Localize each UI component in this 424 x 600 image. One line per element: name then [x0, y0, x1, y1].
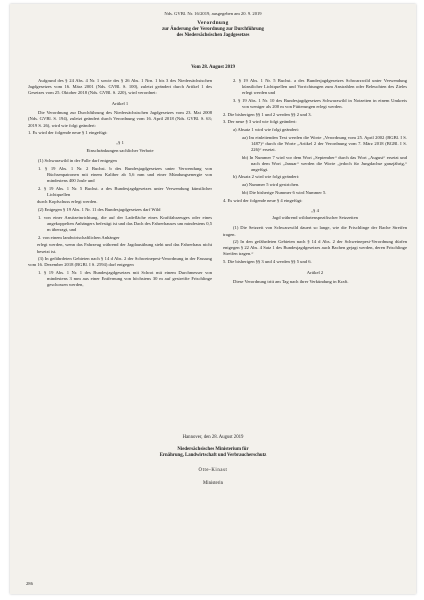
section-4-paragraph-2: (2) In den gefährdeten Gebieten nach § 14 d Abs. 2 der Schweinepest-Verordnung dürfen entgegen § 22 Abs. 4 Satz 1 des Bundesjagdgesetzes auch Bachen gejagt werden, deren Frischlinge Streifen tragen.“ — [223, 239, 407, 257]
amendment-item-3b: b) Absatz 2 wird wie folgt geändert: — [233, 174, 300, 180]
right-column — [223, 78, 407, 287]
gazette-page — [10, 4, 416, 594]
signer-name: Otte-Kinast — [198, 468, 228, 473]
section-4-heading: „§ 4 — [311, 207, 319, 213]
section-1-paragraph-1: (1) Schwarzwild in der Falle darf entgegen — [38, 158, 117, 164]
amendment-item-3b-bb: bb) Die bisherige Nummer 6 wird Nummer 5. — [242, 189, 327, 195]
regulation-date: Vom 28. August 2019 — [191, 65, 235, 70]
left-column — [28, 78, 212, 290]
regulation-title: Verordnung — [197, 20, 229, 26]
article-1-heading: Artikel 1 — [111, 101, 129, 107]
article-1-intro: Die Verordnung zur Durchführung des Niedersächsischen Jagdgesetzes vom 23. Mai 2008 (Nds. GVBl. S. 194), zuletzt geändert durch Verordnung vom 16. April 2018 (Nds. GVBl. S. 63; 2019 S. 26), wird wie folgt geändert: — [28, 110, 212, 128]
amendment-item-3a-aa: aa) Im einleitenden Text werden die Worte „Verordnung vom 25. April 2002 (BGBl. I S. 1487)“ durch die Worte „Artikel 2 der Verordnung vom 7. März 2018 (BGBl. I S. 226)“ ersetzt. — [242, 134, 407, 152]
amendment-item-3a-bb: bb) In Nummer 7 wird vor dem Wort „September“ durch das Wort „August“ ersetzt und nach dem Wort „Januar“ werden die Worte „jedoch für Jungdachse ganzjährig,“ angefügt. — [242, 154, 407, 172]
ministry-name — [10, 447, 416, 459]
preamble: Aufgrund des § 24 Abs. 4 Nr. 1 sowie des § 26 Abs. 1 Nrn. 1 bis 3 des Niedersächsischen Jagdgesetzes vom 16. März 2001 (Nds. GVBl. S. 100), zuletzt geändert durch Artikel 1 des Gesetzes vom 25. Oktober 2018 (Nds. GVBl. S. 220), wird verordnet: — [28, 78, 212, 96]
section-1-paragraph-3-item-2: 2. § 19 Abs. 1 Nr. 5 Buchst. a des Bundesjagdgesetzes Schwarzwild unter Verwendung künstlicher Lichtquellen und Vorrichtungen zum Anstrahlen oder Beleuchten des Zieles erlegt werden und — [233, 78, 407, 96]
section-1-paragraph-1-item-2: 2. § 19 Abs. 1 Nr. 5 Buchst. a des Bundesjagdgesetzes unter Verwendung künstlicher Lichtquellen — [38, 185, 212, 197]
section-1-paragraph-3-item-3: 3. § 19 Abs. 1 Nr. 10 des Bundesjagdgesetzes Schwarzwild in Notzeiten in einem Umkreis von weniger als 200 m von Fütterungen erlegt werden. — [233, 97, 407, 109]
section-1-paragraph-1-end: durch Kopfschuss erlegt werden. — [37, 199, 98, 205]
section-1-paragraph-2-item-2: 2. von einem landwirtschaftlichen Anhänger — [38, 234, 120, 240]
amendment-item-3a: a) Absatz 1 wird wie folgt geändert: — [233, 127, 300, 133]
section-1-title: Einschränkungen sachlicher Verbote — [86, 148, 154, 154]
section-1-heading: „§ 1 — [116, 140, 124, 146]
subtitle-line: des Niedersächsischen Jagdgesetzes — [176, 33, 250, 38]
amendment-item-1: 1. Es wird der folgende neue § 1 eingefügt: — [28, 130, 108, 136]
ministry-line: Niedersächsisches Ministerium für — [177, 447, 249, 452]
amendment-item-2: 2. Die bisherigen §§ 1 und 2 werden §§ 2 und 3. — [223, 111, 312, 117]
section-4-paragraph-1: (1) Die Setzzeit von Schwarzwild dauert so lange, wie die Frischlinge der Bache Streifen tragen. — [223, 225, 407, 237]
amendment-item-3: 3. Der neue § 3 wird wie folgt geändert: — [223, 119, 297, 125]
page-number: 286 — [26, 581, 33, 586]
section-1-paragraph-3: (3) In gefährdeten Gebieten nach § 14 d Abs. 2 der Schweinepest-Verordnung in der Fassung vom 16. Dezember 2018 (BGBl. I S. 2594) darf entgegen — [28, 256, 212, 268]
section-4-title: Jagd während wildartenspezifischer Setzzeiten — [272, 215, 358, 221]
amendment-item-3b-aa: aa) Nummer 5 wird gestrichen. — [242, 182, 300, 188]
regulation-subtitle — [10, 27, 416, 39]
section-1-paragraph-3-item-1: 1. § 19 Abs. 1 Nr. 1 des Bundesjagdgesetzes mit Schrot mit einem Durchmesser von mindestens 3 mm aus einer Entfernung von höchstens 30 m auf gestreifte Frischlinge geschossen werden, — [38, 269, 212, 288]
subtitle-line: zur Änderung der Verordnung zur Durchführung — [162, 27, 264, 32]
section-1-paragraph-2-end: erlegt werden, wenn das Fahrzeug während der Jagdausübung steht und das Fahrerhaus nicht besetzt ist. — [37, 242, 212, 254]
amendment-item-5: 5. Die bisherigen §§ 3 und 4 werden §§ 5 und 6. — [223, 259, 312, 265]
place-and-date: Hannover, den 28. August 2019 — [182, 435, 244, 440]
running-head: Nds. GVBl. Nr. 16/2019, ausgegeben am 20. 9. 2019 — [164, 11, 262, 16]
section-1-paragraph-2-item-1: 1. von einer Ansitzeinrichtung, die auf der Ladefläche eines Kraftfahrzeuges oder eines angekoppelten Anhängers befestigt ist und das Dach des Fahrerhauses um mindestens 0,5 m überragt, und — [38, 214, 212, 233]
signer-role: Ministerin — [203, 481, 223, 486]
section-1-paragraph-1-item-1: 1. § 19 Abs. 1 Nr. 2 Buchst. b des Bundesjagdgesetzes unter Verwendung von Büchsenpatronen mit einem Kaliber ab 5,6 mm und einer Mündungsenergie von mindestens 400 Joule und — [38, 165, 212, 183]
article-2-text: Diese Verordnung tritt am Tag nach ihrer Verkündung in Kraft. — [233, 279, 349, 285]
section-1-paragraph-2: (2) Entgegen § 19 Abs. 1 Nr. 11 des Bundesjagdgesetzes darf Wild — [38, 207, 161, 213]
amendment-item-4: 4. Es wird der folgende neue § 4 eingefügt: — [223, 197, 303, 203]
article-2-heading: Artikel 2 — [306, 270, 324, 276]
ministry-line: Ernährung, Landwirtschaft und Verbraucherschutz — [159, 453, 267, 459]
